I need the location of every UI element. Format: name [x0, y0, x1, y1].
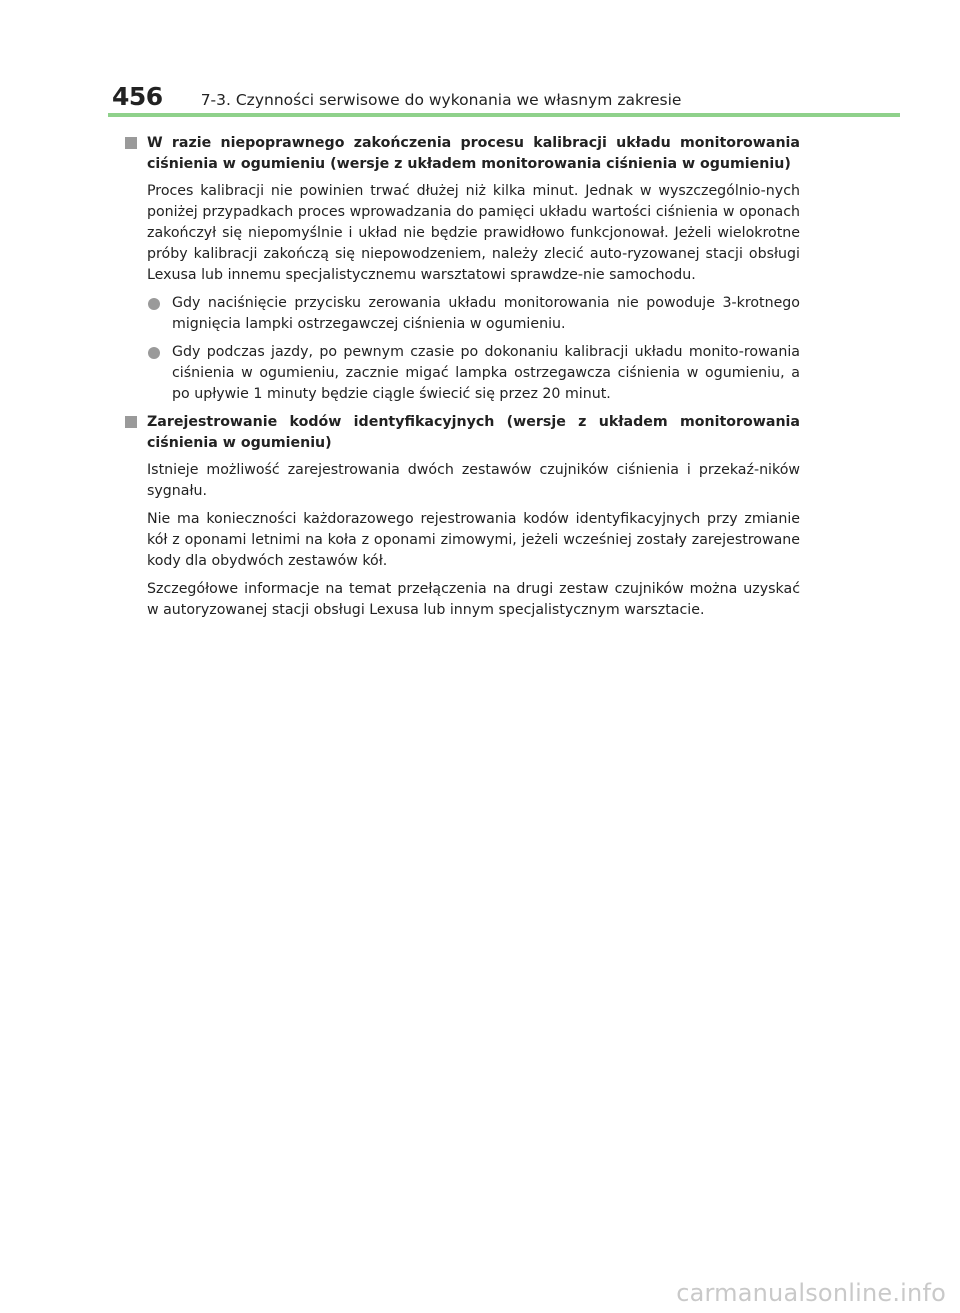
round-bullet-icon: [148, 298, 160, 310]
paragraph: Istnieje możliwość zarejestrowania dwóch zestawów czujników ciśnienia i przekaź-ników sygnału.: [147, 462, 800, 499]
section-heading: [125, 412, 800, 454]
section-calibration-failure: [125, 133, 800, 405]
page-number: 456: [112, 82, 163, 111]
page-body: [125, 133, 800, 628]
section-id-code-registration: [125, 412, 800, 621]
square-bullet-icon: [125, 416, 137, 428]
list-item: [125, 293, 800, 335]
square-bullet-icon: [125, 137, 137, 149]
page-header: [112, 82, 681, 111]
paragraph: Szczegółowe informacje na temat przełączenia na drugi zestaw czujników można uzyskać w autoryzowanej stacji obsługi Lexusa lub innym specjalistycznym warsztacie.: [147, 581, 800, 618]
section-heading: [125, 133, 800, 175]
paragraph: Nie ma konieczności każdorazowego rejestrowania kodów identyfikacyjnych przy zmianie kół z oponami letnimi na koła z oponami zimowymi, jeżeli wcześniej zostały zarejestrowane kody dla obydwóch zestawów kół.: [147, 511, 800, 569]
watermark: carmanualsonline.info: [676, 1279, 946, 1307]
list-item-text: Gdy naciśnięcie przycisku zerowania układu monitorowania nie powoduje 3-krotnego mignięcia lampki ostrzegawczej ciśnienia w ogumieniu.: [172, 295, 800, 332]
section-heading-text: Zarejestrowanie kodów identyfikacyjnych (wersje z układem monitorowania ciśnienia w ogumieniu): [147, 414, 800, 451]
list-item-text: Gdy podczas jazdy, po pewnym czasie po dokonaniu kalibracji układu monito-rowania ciśnienia w ogumieniu, zacznie migać lampka ostrzegawcza ciśnienia w ogumieniu, a po upływie 1 minuty będzie ciągle świecić się przez 20 minut.: [172, 344, 800, 402]
paragraph: Proces kalibracji nie powinien trwać dłużej niż kilka minut. Jednak w wyszczególnio-nych poniżej przypadkach proces wprowadzania do pamięci układu wartości ciśnienia w oponach zakończył się niepomyślnie i układ nie będzie prawidłowo funkcjonował. Jeżeli wielokrotne próby kalibracji zakończą się niepowodzeniem, należy zlecić auto-ryzowanej stacji obsługi Lexusa lub innemu specjalistycznemu warsztatowi sprawdze-nie samochodu.: [147, 183, 800, 283]
header-divider: [108, 113, 900, 117]
list-item: [125, 342, 800, 405]
section-heading-text: W razie niepoprawnego zakończenia procesu kalibracji układu monitorowania ciśnienia w ogumieniu (wersje z układem monitorowania ciśnienia w ogumieniu): [147, 135, 800, 172]
chapter-title: 7-3. Czynności serwisowe do wykonania we własnym zakresie: [200, 91, 682, 109]
round-bullet-icon: [148, 347, 160, 359]
